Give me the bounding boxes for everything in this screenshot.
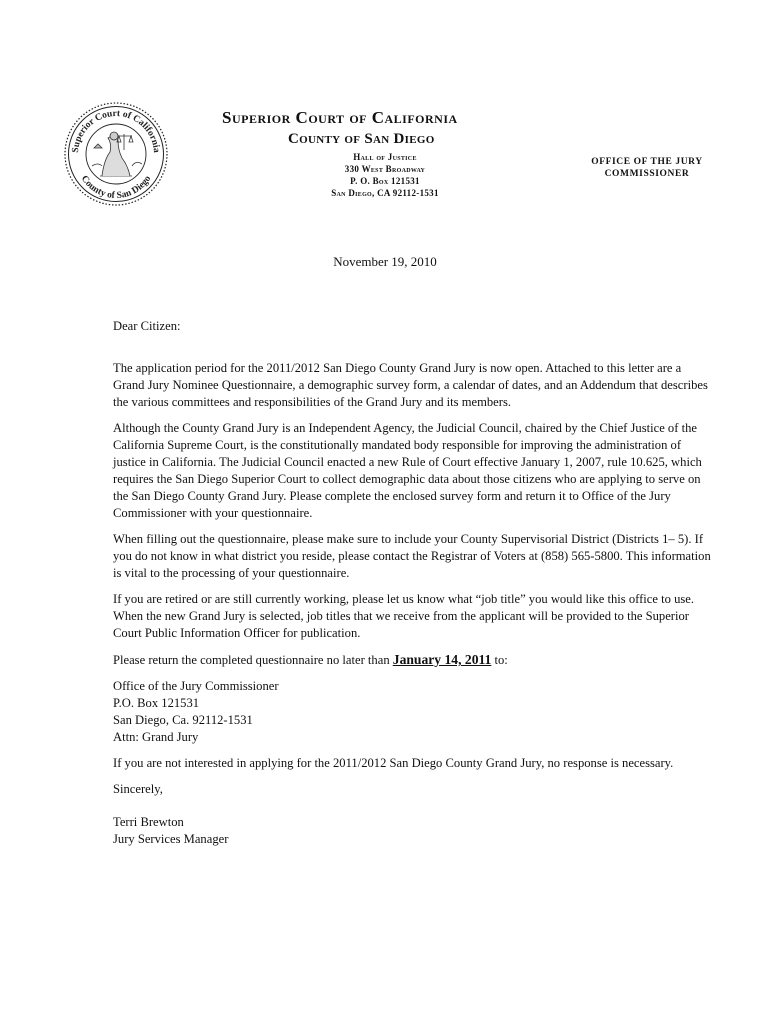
return-instruction bbox=[113, 651, 713, 669]
letter-date: November 19, 2010 bbox=[333, 254, 437, 269]
return-prefix: Please return the completed questionnaire no later than bbox=[113, 653, 393, 667]
office-title-line: COMMISSIONER bbox=[604, 169, 690, 179]
salutation: Dear Citizen: bbox=[113, 319, 181, 333]
paragraph-judicial-council: Although the County Grand Jury is an Independent Agency, the Judicial Council, chaired by the Chief Justice of the California Supreme Court, is the constitutionally mandated body responsible for improving the administration of justice in California. The Judicial Council enacted a new Rule of Court effective January 1, 2007, rule 10.625, which requires the San Diego Superior Court to collect demographic data about those citizens who are applying to serve on the San Diego County Grand Jury. Please complete the enclosed survey form and return it to Office of the Jury Commissioner with your questionnaire. bbox=[113, 421, 702, 520]
signer-title: Jury Services Manager bbox=[113, 832, 229, 846]
mailing-address-line: Attn: Grand Jury bbox=[113, 730, 199, 744]
signer-name: Terri Brewton bbox=[113, 815, 184, 829]
mailing-address bbox=[113, 678, 713, 746]
court-seal-logo bbox=[62, 100, 170, 208]
svg-text:County of San Diego: County of San Diego bbox=[78, 174, 154, 202]
return-suffix: to: bbox=[491, 653, 508, 667]
mailing-address-line: Office of the Jury Commissioner bbox=[113, 679, 279, 693]
court-address bbox=[300, 151, 470, 199]
paragraph-job-title: If you are retired or are still currently working, please let us know what “job title” you would like this office to use. When the new Grand Jury is selected, job titles that we receive from the applicant will be provided to the Superior Court Public Information Officer for publication. bbox=[113, 592, 695, 640]
county-name: County of San Diego bbox=[288, 131, 435, 147]
paragraph-supervisorial-district: When filling out the questionnaire, please make sure to include your County Supervisorial District (Districts 1– 5). If you do not know in what district you reside, please contact the Registrar of Voters at (858) 565-5800. This information is vital to the processing of your questionnaire. bbox=[113, 532, 711, 580]
paragraph-application-period: The application period for the 2011/2012 San Diego County Grand Jury is now open. Attached to this letter are a Grand Jury Nominee Questionnaire, a demographic survey form, a calendar of dates, and an Addendum that describes the various committees and responsibilities of the Grand Jury and its members. bbox=[113, 361, 708, 409]
address-line: Hall of Justice bbox=[353, 152, 417, 162]
address-line: San Diego, CA 92112-1531 bbox=[331, 188, 439, 198]
office-title-line: OFFICE OF THE JURY bbox=[591, 157, 703, 167]
signature-block bbox=[113, 814, 713, 848]
address-line: P. O. Box 121531 bbox=[350, 176, 420, 186]
paragraph-not-interested: If you are not interested in applying for the 2011/2012 San Diego County Grand Jury, no response is necessary. bbox=[113, 756, 674, 770]
letter-body bbox=[113, 318, 713, 848]
address-line: 330 West Broadway bbox=[344, 164, 426, 174]
court-name: Superior Court of California bbox=[222, 108, 458, 127]
deadline-date: January 14, 2011 bbox=[392, 652, 492, 667]
mailing-address-line: P.O. Box 121531 bbox=[113, 696, 200, 710]
mailing-address-line: San Diego, Ca. 92112-1531 bbox=[113, 713, 253, 727]
closing: Sincerely, bbox=[113, 782, 163, 796]
office-title bbox=[578, 156, 716, 180]
svg-text:Superior Court of California: Superior Court of California bbox=[70, 108, 162, 154]
